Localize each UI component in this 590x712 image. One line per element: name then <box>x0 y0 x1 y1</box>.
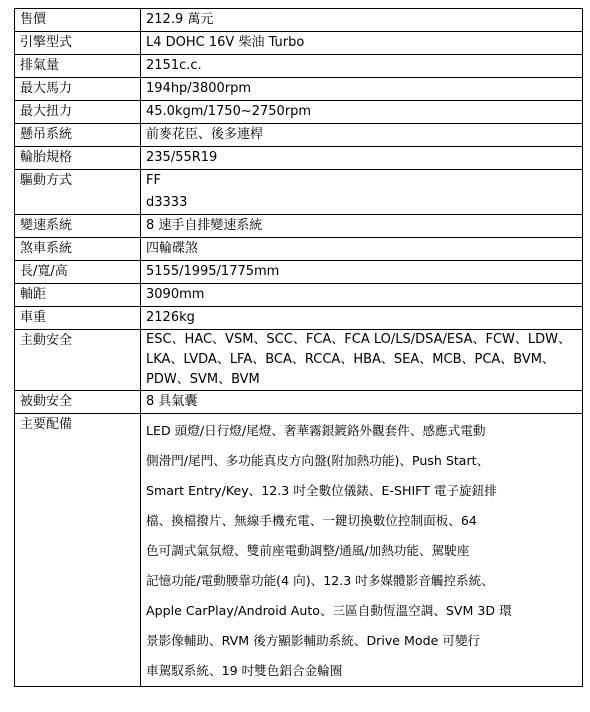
value-line: 212.9 萬元 <box>146 12 214 27</box>
value-line: 車駕馭系統、19 吋雙色鋁合金輪圈 <box>146 663 343 678</box>
value-line: 5155/1995/1775mm <box>146 264 280 279</box>
label-max-power: 最大馬力 <box>15 78 141 101</box>
value-line: 8 速手自排變速系統 <box>146 218 263 233</box>
label-transmission: 變速系統 <box>15 215 141 238</box>
value-displacement <box>141 55 583 78</box>
value-line: 8 具氣囊 <box>146 394 198 409</box>
label-passive-safety: 被動安全 <box>15 391 141 414</box>
value-line: 3090mm <box>146 287 205 302</box>
table-row <box>15 284 583 307</box>
table-row <box>15 215 583 238</box>
value-line: d3333 <box>146 195 188 210</box>
value-weight <box>141 307 583 330</box>
label-price: 售價 <box>15 9 141 32</box>
value-active-safety <box>141 330 583 391</box>
value-price <box>141 9 583 32</box>
label-brakes: 煞車系統 <box>15 238 141 261</box>
table-row <box>15 101 583 124</box>
table-row <box>15 9 583 32</box>
value-line: 四輪碟煞 <box>146 241 199 256</box>
value-line: PDW、SVM、BVM <box>146 372 260 387</box>
value-max-torque <box>141 101 583 124</box>
label-engine-type: 引擎型式 <box>15 32 141 55</box>
value-line: 記憶功能/電動腰靠功能(4 向)、12.3 吋多媒體影音觸控系統、 <box>146 573 494 588</box>
value-wheelbase <box>141 284 583 307</box>
label-displacement: 排氣量 <box>15 55 141 78</box>
value-line: ESC、HAC、VSM、SCC、FCA、FCA LO/LS/DSA/ESA、FCW、LDW、 <box>146 332 572 347</box>
label-dimensions: 長/寬/高 <box>15 261 141 284</box>
table-row <box>15 32 583 55</box>
value-line: LKA、LVDA、LFA、BCA、RCCA、HBA、SEA、MCB、PCA、BVM、 <box>146 352 555 367</box>
value-suspension <box>141 124 583 147</box>
value-drivetrain <box>141 170 583 215</box>
value-tire-spec <box>141 147 583 170</box>
table-row <box>15 414 583 687</box>
label-max-torque: 最大扭力 <box>15 101 141 124</box>
value-line: 景影像輔助、RVM 後方顯影輔助系統、Drive Mode 可變行 <box>146 633 481 648</box>
value-line: 194hp/3800rpm <box>146 81 252 96</box>
table-row <box>15 170 583 215</box>
table-row <box>15 307 583 330</box>
value-transmission <box>141 215 583 238</box>
table-row <box>15 238 583 261</box>
value-line: FF <box>146 173 161 188</box>
value-dimensions <box>141 261 583 284</box>
value-line: Apple CarPlay/Android Auto、三區自動恆溫空調、SVM 3D 環 <box>146 603 512 618</box>
value-brakes <box>141 238 583 261</box>
value-line: 前麥花臣、後多連桿 <box>146 127 264 142</box>
table-row <box>15 124 583 147</box>
value-passive-safety <box>141 391 583 414</box>
label-drivetrain: 驅動方式 <box>15 170 141 215</box>
label-suspension: 懸吊系統 <box>15 124 141 147</box>
value-line: 45.0kgm/1750~2750rpm <box>146 104 312 119</box>
spec-table <box>14 8 583 687</box>
value-line: 2126kg <box>146 310 195 325</box>
label-tire-spec: 輪胎規格 <box>15 147 141 170</box>
value-line: L4 DOHC 16V 柴油 Turbo <box>146 35 305 50</box>
value-line: Smart Entry/Key、12.3 吋全數位儀錶、E-SHIFT 電子旋鈕排 <box>146 483 497 498</box>
table-row <box>15 147 583 170</box>
value-engine-type <box>141 32 583 55</box>
table-row <box>15 261 583 284</box>
value-line: 色可調式氣氛燈、雙前座電動調整/通風/加熱功能、駕駛座 <box>146 543 470 558</box>
label-active-safety: 主動安全 <box>15 330 141 391</box>
label-wheelbase: 軸距 <box>15 284 141 307</box>
table-row <box>15 330 583 391</box>
value-line: LED 頭燈/日行燈/尾燈、奢華霧銀鍍鉻外觀套件、感應式電動 <box>146 423 486 438</box>
table-row <box>15 55 583 78</box>
value-main-equipment <box>141 414 583 687</box>
table-row <box>15 78 583 101</box>
label-main-equipment: 主要配備 <box>15 414 141 687</box>
value-line: 235/55R19 <box>146 150 218 165</box>
value-line: 側滑門/尾門、多功能真皮方向盤(附加熱功能)、Push Start、 <box>146 453 490 468</box>
label-weight: 車重 <box>15 307 141 330</box>
value-line: 2151c.c. <box>146 58 202 73</box>
value-max-power <box>141 78 583 101</box>
table-row <box>15 391 583 414</box>
value-line: 檔、換檔撥片、無線手機充電、一鍵切換數位控制面板、64 <box>146 513 477 528</box>
